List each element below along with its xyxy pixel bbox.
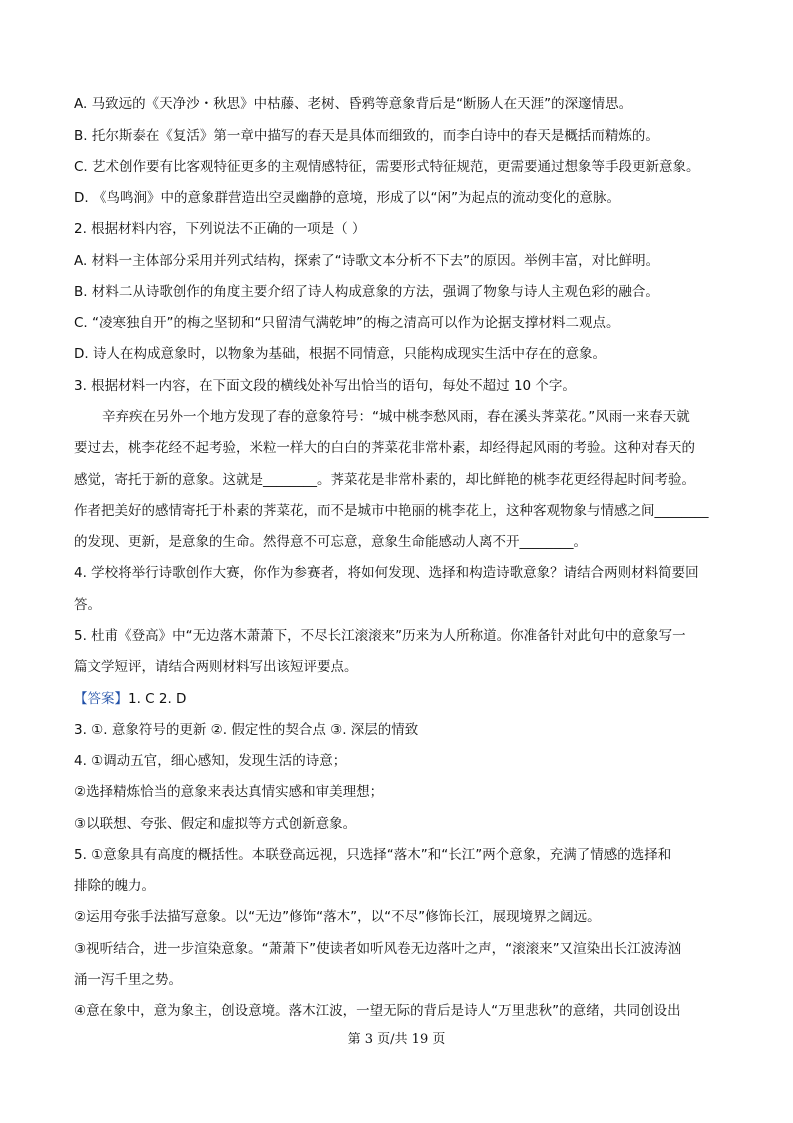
q2-option-a: A. 材料一主体部分采用并列式结构，探索了“诗歌文本分析不下去”的原因。举例丰富，对比鲜明。 <box>74 253 660 269</box>
page-footer: 第 3 页/共 19 页 <box>347 1032 446 1047</box>
q3-passage-line: 的发现、更新，是意象的生命。然得意不可忘意，意象生命能感动人离不开________。 <box>74 534 587 550</box>
q2-option-d: D. 诗人在构成意象时，以物象为基础，根据不同情意，只能构成现实生活中存在的意象。 <box>74 346 606 362</box>
q1-option-d: D. 《鸟鸣涧》中的意象群营造出空灵幽静的意境，形成了以“闲”为起点的流动变化的意脉。 <box>74 190 620 206</box>
q1-option-b: B. 托尔斯泰在《复活》第一章中描写的春天是具体而细致的，而李白诗中的春天是概括而精炼的。 <box>74 128 659 144</box>
answer-q3: 3. ①. 意象符号的更新 ②. 假定性的契合点 ③. 深层的情致 <box>74 722 419 738</box>
q1-option-c: C. 艺术创作要有比客观特征更多的主观情感特征，需要形式特征规范，更需要通过想象等手段更新意象。 <box>74 159 700 175</box>
answer-q1-q2-text: 1. C 2. D <box>128 691 187 707</box>
answer-q5-line: ④意在象中，意为象主，创设意境。落木江波，一望无际的背后是诗人“万里悲秋”的意绪，共同创设出 <box>74 1003 681 1019</box>
q2-option-b: B. 材料二从诗歌创作的角度主要介绍了诗人构成意象的方法，强调了物象与诗人主观色彩的融合。 <box>74 284 659 300</box>
q5-stem-line: 5. 杜甫《登高》中“无边落木萧萧下，不尽长江滚滚来”历来为人所称道。你准备针对此句中的意象写一 <box>74 628 686 644</box>
answer-q4-line: ②选择精炼恰当的意象来表达真情实感和审美理想； <box>74 784 384 800</box>
answer-tag: 【答案】 <box>74 691 128 707</box>
q1-option-a: A. 马致远的《天净沙・秋思》中枯藤、老树、昏鸦等意象背后是“断肠人在天涯”的深邃情思。 <box>74 96 633 112</box>
q2-option-c: C. “凌寒独自开”的梅之坚韧和“只留清气满乾坤”的梅之清高可以作为论据支撑材料二观点。 <box>74 315 620 331</box>
answer-q5-line: 排除的魄力。 <box>74 878 155 894</box>
q4-stem-line: 4. 学校将举行诗歌创作大赛，你作为参赛者，将如何发现、选择和构造诗歌意象？请结合两则材料简要回 <box>74 565 699 581</box>
q4-stem-line: 答。 <box>74 597 101 613</box>
answer-q4-line: 4. ①调动五官，细心感知，发现生活的诗意； <box>74 753 347 769</box>
answer-q5-line: 5. ①意象具有高度的概括性。本联登高远视，只选择“落木”和“长江”两个意象，充满了情感的选择和 <box>74 847 672 863</box>
q3-passage-line: 要过去，桃李花经不起考验，米粒一样大的白白的荠菜花非常朴素，却经得起风雨的考验。这种对春天的 <box>74 440 695 456</box>
q2-stem: 2. 根据材料内容，下列说法不正确的一项是（ ） <box>74 221 366 237</box>
q3-passage-line: 感觉，寄托于新的意象。这就是________。荠菜花是非常朴素的，却比鲜艳的桃李花更经得起时间考验。 <box>74 472 695 488</box>
answer-q1-q2 <box>74 689 734 709</box>
q3-passage-line: 作者把美好的感情寄托于朴素的荠菜花，而不是城市中艳丽的桃李花上，这种客观物象与情感之间________ <box>74 503 709 519</box>
answer-q5-line: ②运用夸张手法描写意象。以“无边”修饰“落木”，以“不尽”修饰长江，展现境界之阔远。 <box>74 909 601 925</box>
answer-q5-line: 涌一泻千里之势。 <box>74 972 182 988</box>
answer-q5-line: ③视听结合，进一步渲染意象。“萧萧下”使读者如听风卷无边落叶之声，“滚滚来”又渲染出长江波涛汹 <box>74 941 682 957</box>
q3-passage-line: 辛弃疾在另外一个地方发现了春的意象符号：“城中桃李愁风雨，春在溪头荠菜花。”风雨一来春天就 <box>102 409 690 425</box>
q5-stem-line: 篇文学短评，请结合两则材料写出该短评要点。 <box>74 659 358 675</box>
q3-stem: 3. 根据材料一内容，在下面文段的横线处补写出恰当的语句，每处不超过 10 个字。 <box>74 378 576 394</box>
answer-q4-line: ③以联想、夸张、假定和虚拟等方式创新意象。 <box>74 816 357 832</box>
